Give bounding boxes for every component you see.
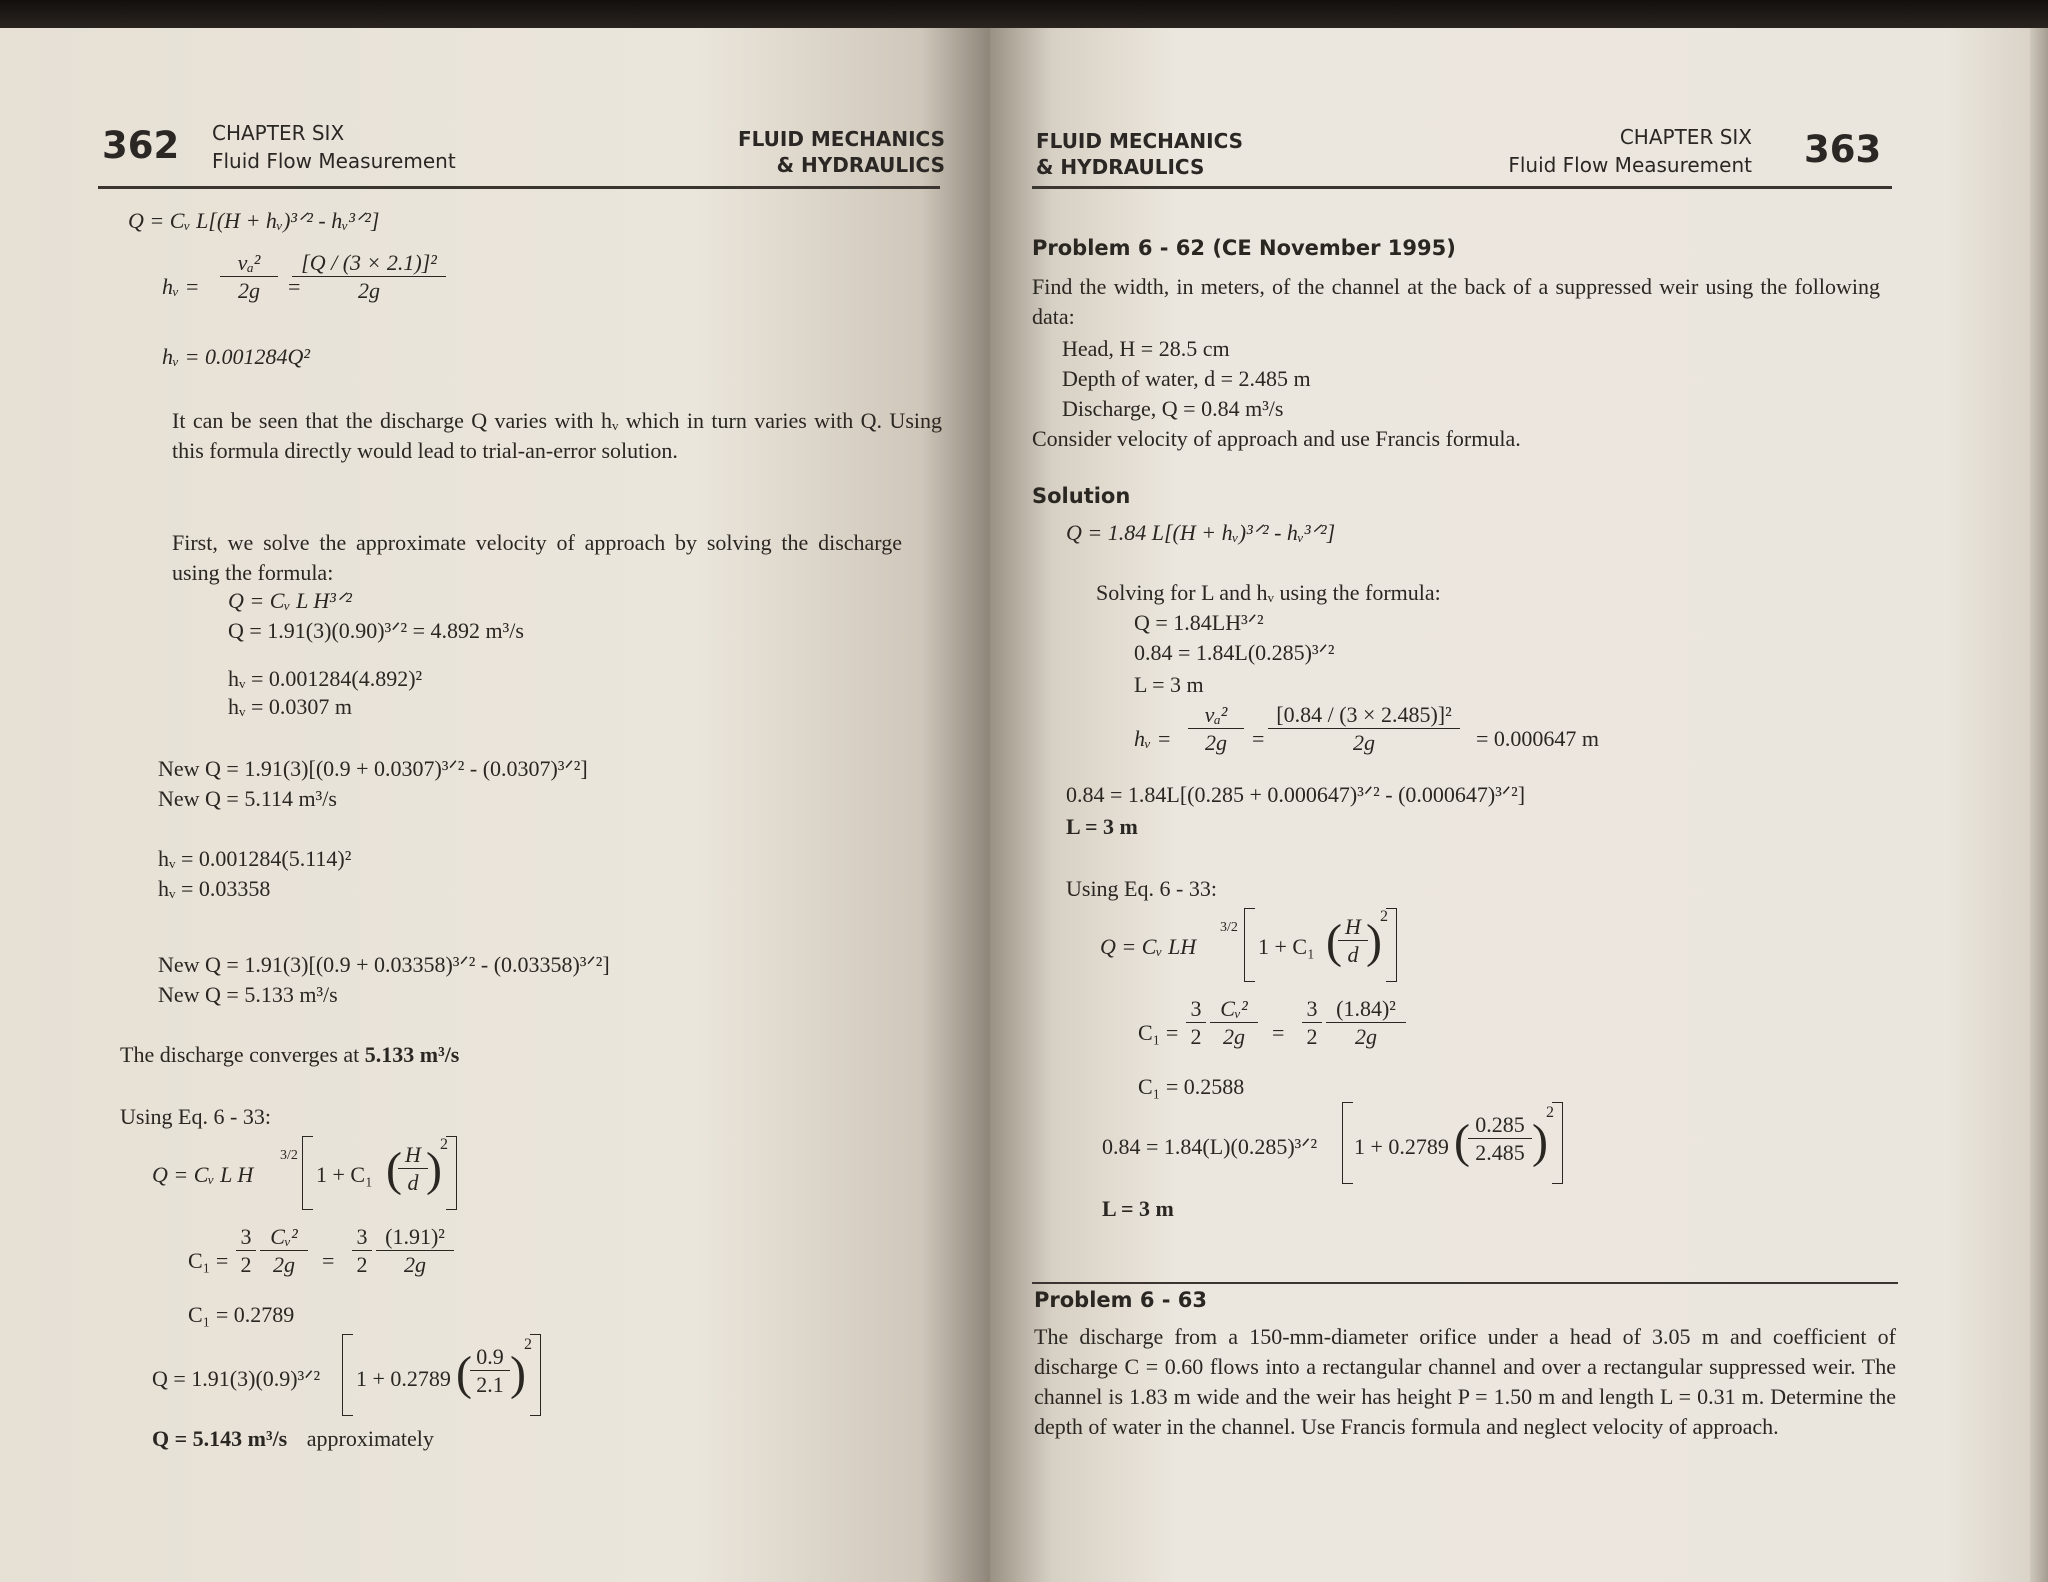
hv-calc-2: hᵥ = 0.001284(5.114)² [158, 846, 352, 871]
c1-frac-4 [1326, 996, 1406, 1051]
paren-right: ) [1366, 915, 1382, 968]
solution-eq: Q = 1.84 L[(H + hᵥ)³ᐟ² - hᵥ³ᐟ²] [1066, 520, 1336, 545]
l-final: L = 3 m [1102, 1196, 1174, 1221]
bracket-left [342, 1334, 353, 1416]
left-page [0, 28, 990, 1582]
eq633-square: 2 [440, 1136, 448, 1153]
section-rule [1032, 1282, 1898, 1284]
book-title-line2: & HYDRAULICS [776, 153, 945, 177]
final-frac [470, 1344, 510, 1399]
paren-left: ( [386, 1143, 402, 1196]
converge-text [120, 1040, 459, 1070]
eq633-H: H [1345, 914, 1361, 939]
final-square: 2 [524, 1336, 532, 1353]
c1-den-2: 2g [273, 1252, 295, 1277]
eq-francis: Q = Cᵥ L[(H + hᵥ)³ᐟ² - hᵥ³ᐟ²] [128, 208, 380, 233]
new-q-calc-1: New Q = 1.91(3)[(0.9 + 0.0307)³ᐟ² - (0.0307)³ᐟ²] [158, 756, 588, 781]
bracket-left [1244, 908, 1255, 982]
c1-equals: = [1272, 1020, 1285, 1045]
problem-63-title: Problem 6 - 63 [1034, 1288, 1208, 1312]
c1-frac-2 [1210, 996, 1258, 1051]
final-q-lhs: Q = 1.91(3)(0.9)³ᐟ² [152, 1366, 321, 1391]
section-label: Fluid Flow Measurement [1508, 153, 1752, 177]
consider-text: Consider velocity of approach and use Francis formula. [1032, 426, 1521, 451]
final-inner: 1 + 0.2789 [356, 1366, 451, 1391]
hv-den-1: 2g [1205, 730, 1227, 755]
c1-frac-1 [236, 1224, 256, 1279]
c1-den-4: 2g [1355, 1024, 1377, 1049]
c1-num-3: 3 [1306, 996, 1318, 1021]
eq633-inner: 1 + C₁ [1258, 934, 1315, 959]
c1-num-1: 3 [1190, 996, 1202, 1021]
eq633-inner: 1 + C₁ [316, 1162, 373, 1187]
c1-den-2: 2g [1223, 1024, 1245, 1049]
problem-62-title: Problem 6 - 62 (CE November 1995) [1032, 236, 1456, 260]
c1-lhs: C₁ = [1138, 1020, 1179, 1045]
hv-lhs: hᵥ = [1134, 726, 1172, 751]
bracket-right [1386, 908, 1397, 982]
book-edge [2030, 28, 2048, 1582]
eq633-lhs: Q = Cᵥ LH [1100, 934, 1197, 959]
step-4: 0.84 = 1.84L[(0.285 + 0.000647)³ᐟ² - (0.000647)³ᐟ²] [1066, 782, 1526, 807]
step-3: L = 3 m [1134, 672, 1204, 697]
bracket-right [530, 1334, 541, 1416]
converge-value: 5.133 m³/s [364, 1042, 460, 1067]
c1-den-1: 2 [1190, 1024, 1202, 1049]
big-eq-inner: 1 + 0.2789 [1354, 1134, 1449, 1159]
c1-num-4: (1.84)² [1336, 996, 1396, 1021]
hv-den-2: 2g [358, 278, 380, 303]
q-calc: Q = 1.91(3)(0.90)³ᐟ² = 4.892 m³/s [228, 618, 524, 643]
c1-num-1: 3 [240, 1224, 252, 1249]
solving-for: Solving for L and hᵥ using the formula: [1096, 580, 1441, 605]
c1-den-1: 2 [240, 1252, 252, 1277]
hv-num-2: [0.84 / (3 × 2.485)]² [1276, 702, 1452, 727]
hv-lhs: hᵥ = [162, 274, 200, 299]
page-number: 362 [102, 124, 180, 167]
data-head: Head, H = 28.5 cm [1062, 336, 1230, 361]
paren-left: ( [1454, 1115, 1470, 1168]
big-eq-frac [1468, 1112, 1532, 1167]
using-eq-label: Using Eq. 6 - 33: [120, 1104, 271, 1129]
bracket-left [302, 1136, 313, 1210]
hv-num-1: vₐ² [1204, 702, 1228, 727]
hv-frac-2 [1268, 702, 1460, 757]
eq633-d: d [1347, 942, 1359, 967]
eq633-d: d [407, 1170, 419, 1195]
hv-value-1: hᵥ = 0.0307 m [228, 694, 352, 719]
data-discharge: Discharge, Q = 0.84 m³/s [1062, 396, 1284, 421]
paren-right: ) [510, 1347, 526, 1400]
book-title-line1: FLUID MECHANICS [737, 127, 945, 151]
hv-num-2: [Q / (3 × 2.1)]² [301, 250, 437, 275]
book-title-line1: FLUID MECHANICS [1036, 129, 1244, 153]
chapter-label: CHAPTER SIX [1619, 125, 1752, 149]
eq633-square: 2 [1380, 908, 1388, 925]
book-title-line2: & HYDRAULICS [1036, 155, 1205, 179]
hv-den-2: 2g [1353, 730, 1375, 755]
paragraph-discharge: It can be seen that the discharge Q varies with hᵥ which in turn varies with Q. Using this formula directly would lead to trial-an-error solution. [172, 408, 942, 463]
eq633-exponent: 3/2 [1220, 920, 1238, 935]
c1-num-2: Cᵥ² [270, 1224, 298, 1249]
bracket-right [1552, 1102, 1563, 1184]
converge-label: The discharge converges at [120, 1042, 360, 1067]
final-num: 0.9 [476, 1344, 504, 1369]
final-value: Q = 5.143 m³/s [152, 1426, 288, 1451]
bracket-left [1342, 1102, 1353, 1184]
c1-den-3: 2 [356, 1252, 368, 1277]
c1-den-4: 2g [404, 1252, 426, 1277]
paren-left: ( [1326, 915, 1342, 968]
header-rule [98, 186, 940, 189]
eq633-exponent: 3/2 [280, 1148, 298, 1163]
hv-equals: = [1252, 726, 1265, 751]
final-note: approximately [306, 1426, 434, 1451]
big-eq-square: 2 [1546, 1104, 1554, 1121]
paren-right: ) [426, 1143, 442, 1196]
hv-equals: = [288, 274, 301, 299]
chapter-label: CHAPTER SIX [212, 121, 345, 145]
c1-num-2: Cᵥ² [1220, 996, 1248, 1021]
eq633-frac [398, 1142, 428, 1197]
step-1: Q = 1.84LH³ᐟ² [1134, 610, 1264, 635]
c1-lhs: C₁ = [188, 1248, 229, 1273]
data-depth: Depth of water, d = 2.485 m [1062, 366, 1311, 391]
hv-frac-1 [220, 250, 278, 305]
big-eq-den: 2.485 [1475, 1140, 1525, 1165]
hv-result: hᵥ = 0.001284Q² [162, 344, 310, 369]
new-q-value-2: New Q = 5.133 m³/s [158, 982, 338, 1007]
c1-frac-4 [376, 1224, 454, 1279]
hv-frac-1 [1188, 702, 1244, 757]
using-eq-label: Using Eq. 6 - 33: [1066, 876, 1217, 901]
bracket-right [446, 1136, 457, 1210]
hv-num-1: vₐ² [237, 250, 261, 275]
c1-value: C₁ = 0.2789 [188, 1302, 295, 1327]
hv-den-1: 2g [238, 278, 260, 303]
eq633-frac [1338, 914, 1368, 969]
hv-value-2: hᵥ = 0.03358 [158, 876, 271, 901]
problem-62-text: Find the width, in meters, of the channel at the back of a suppressed weir using the following data: [1032, 274, 1880, 329]
big-eq-num: 0.285 [1475, 1112, 1525, 1137]
section-label: Fluid Flow Measurement [212, 149, 456, 173]
q-formula: Q = Cᵥ L H³ᐟ² [228, 588, 352, 613]
problem-63-text: The discharge from a 150-mm-diameter orifice under a head of 3.05 m and coefficient of discharge C = 0.60 flows into a rectangular channel and over a rectangular suppressed weir. The channel is 1.83 m wide and the weir has height P = 1.50 m and length L = 0.31 m. Determine the depth of water in the channel. Use Francis formula and neglect velocity of approach. [1034, 1324, 1896, 1439]
step-5: L = 3 m [1066, 814, 1138, 839]
final-result [152, 1424, 434, 1454]
paren-right: ) [1532, 1115, 1548, 1168]
right-page [990, 28, 2030, 1582]
final-den: 2.1 [476, 1372, 504, 1397]
new-q-value-1: New Q = 5.114 m³/s [158, 786, 337, 811]
hv-result: = 0.000647 m [1476, 726, 1600, 751]
paren-left: ( [456, 1347, 472, 1400]
c1-value: C₁ = 0.2588 [1138, 1074, 1245, 1099]
c1-frac-3 [352, 1224, 372, 1279]
step-2: 0.84 = 1.84L(0.285)³ᐟ² [1134, 640, 1335, 665]
c1-frac-2 [260, 1224, 308, 1279]
eq633-lhs: Q = Cᵥ L H [152, 1162, 254, 1187]
c1-den-3: 2 [1306, 1024, 1318, 1049]
hv-calc-1: hᵥ = 0.001284(4.892)² [228, 666, 423, 691]
paragraph-approach: First, we solve the approximate velocity of approach by solving the discharge using the formula: [172, 530, 902, 585]
new-q-calc-2: New Q = 1.91(3)[(0.9 + 0.03358)³ᐟ² - (0.03358)³ᐟ²] [158, 952, 610, 977]
c1-frac-3 [1302, 996, 1322, 1051]
big-eq-lhs: 0.84 = 1.84(L)(0.285)³ᐟ² [1102, 1134, 1318, 1159]
eq633-H: H [405, 1142, 421, 1167]
c1-equals: = [322, 1248, 335, 1273]
c1-num-3: 3 [356, 1224, 368, 1249]
page-number: 363 [1804, 128, 1882, 171]
c1-frac-1 [1186, 996, 1206, 1051]
header-rule [1032, 186, 1892, 189]
solution-heading: Solution [1032, 484, 1131, 508]
c1-num-4: (1.91)² [385, 1224, 445, 1249]
hv-frac-2 [292, 250, 446, 305]
